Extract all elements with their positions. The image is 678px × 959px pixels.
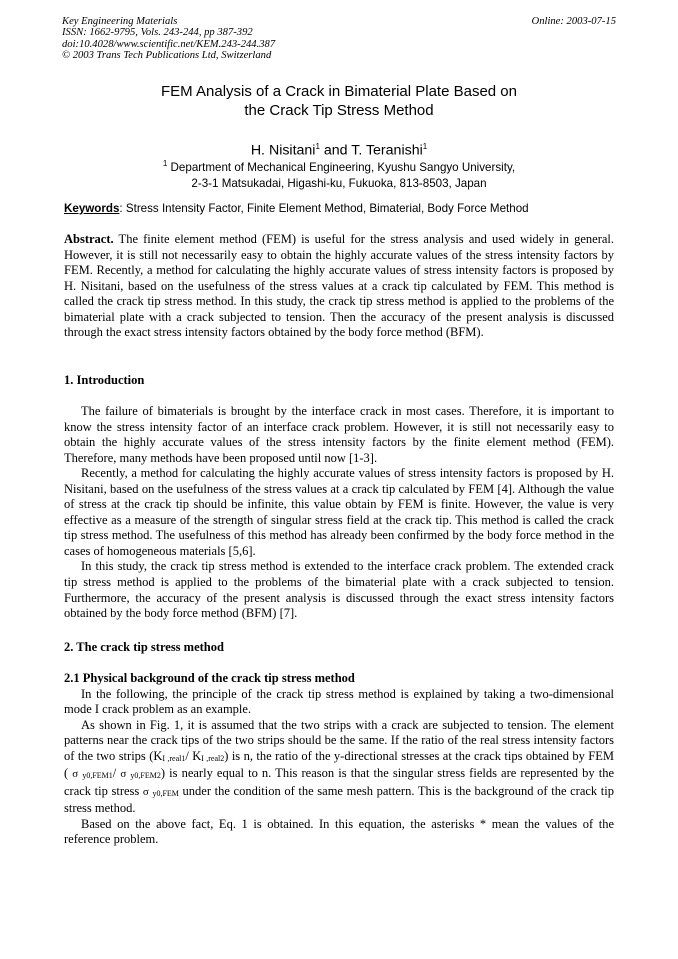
abstract-text: The finite element method (FEM) is useful for the stress analysis and used widely in general. However, it is still not necessarily easy to obtain the highly accurate values of the stress intensity factors by FEM. Recently, a method for calculating the highly accurate values of stress intensity factors is proposed by H. Nisitani, based on the usefulness of the stress values at a crack tip calculated by FEM. This method is called the crack tip stress method. In this study, the crack tip stress method is applied to the problems of the bimaterial plate with a crack subjected to tension. Then the accuracy of the present analysis is discussed through the exact stress intensity factors obtained by the body force method (BFM). bbox=[64, 232, 614, 340]
section-introduction bbox=[64, 373, 614, 389]
section-2-paragraph-3: Based on the above fact, Eq. 1 is obtained. In this equation, the asterisks * mean the values of the reference problem. bbox=[64, 816, 614, 847]
author-2-affiliation-mark: 1 bbox=[422, 142, 428, 151]
intro-paragraph-1: The failure of bimaterials is brought by the interface crack in most cases. Therefore, it is important to know the stress intensity factor of an interface crack problem. However, it is still not necessarily easy to obtain the highly accurate values of the stress intensity factors by the finite element method (FEM). Therefore, many methods have been proposed until now [1-3]. bbox=[64, 404, 614, 465]
section-2-paragraph-1: In the following, the principle of the crack tip stress method is explained by taking a two-dimensional mode I crack problem as an example. bbox=[64, 686, 614, 717]
journal-header bbox=[62, 16, 616, 62]
text-run: / bbox=[112, 766, 117, 781]
subscript: y0,FEM2 bbox=[130, 771, 161, 781]
keywords-label: Keywords bbox=[64, 202, 120, 215]
issn-line: ISSN: 1662-9795, Vols. 243-244, pp 387-392 bbox=[62, 27, 253, 39]
abstract-paragraph bbox=[64, 232, 614, 341]
text-run: under the condition of the same mesh pattern. This is the background of the crack tip stress method. bbox=[64, 783, 614, 816]
copyright-line: © 2003 Trans Tech Publications Ltd, Switzerland bbox=[62, 50, 272, 62]
affiliation-line-2: 2-3-1 Matsukadai, Higashi-ku, Fukuoka, 813-8503, Japan bbox=[191, 176, 487, 190]
affiliation-mark: 1 bbox=[162, 159, 168, 168]
section-1-heading: 1. Introduction bbox=[64, 373, 145, 387]
paper-title bbox=[62, 82, 616, 120]
affiliation bbox=[62, 156, 616, 192]
intro-paragraph-2: Recently, a method for calculating the highly accurate values of stress intensity factors is proposed by H. Nisitani, based on the usefulness of the stress values at a crack tip calculated by FEM [4]. Although the value of stress at the crack tip should be infinite, this value obtain by FEM is finite. However, the value is very effective as a measure of the strength of singular stress field at the crack tip. This method is called the crack tip stress method. The usefulness of this method has already been confirmed by the body force method in the cases of homogeneous materials [5,6]. bbox=[64, 466, 614, 558]
text-run: / K bbox=[185, 748, 202, 763]
affiliation-line-1: Department of Mechanical Engineering, Kyushu Sangyo University, bbox=[167, 160, 516, 174]
introduction-body bbox=[64, 404, 614, 622]
section-2-1-heading: 2.1 Physical background of the crack tip stress method bbox=[64, 671, 355, 685]
sigma-symbol: σ bbox=[142, 785, 149, 798]
author-1-affiliation-mark: 1 bbox=[315, 142, 320, 151]
intro-paragraph-3: In this study, the crack tip stress method is extended to the interface crack problem. The extended crack tip stress method is applied to the problems of the bimaterial plate with a crack subjected to tension. Furthermore, the accuracy of the present analysis is discussed through the exact stress intensity factors obtained by the body force method (BFM) [7]. bbox=[64, 559, 614, 621]
text-run: ) is n, the ratio of the y-directional stresses at the crack tips obtained by FEM ( bbox=[64, 748, 614, 781]
title-line-2: the Crack Tip Stress Method bbox=[244, 102, 434, 119]
author-conjunction: and bbox=[319, 142, 352, 159]
author-1: H. Nisitani bbox=[250, 142, 316, 159]
author-2: T. Teranishi bbox=[351, 142, 423, 159]
journal-name: Key Engineering Materials bbox=[62, 16, 178, 27]
subscript: y0,FEM bbox=[152, 788, 179, 798]
doi-line: doi:10.4028/www.scientific.net/KEM.243-244.387 bbox=[62, 38, 276, 50]
keywords bbox=[64, 201, 618, 217]
keywords-text: : Stress Intensity Factor, Finite Element Method, Bimaterial, Body Force Method bbox=[119, 202, 529, 215]
text-run: As shown in Fig. 1, it is assumed that the two strips with a crack are subjected to tension. The element patterns near the crack tips of the two strips should be the same. If the ratio of the real stress intensity factors of the two strips (K bbox=[64, 717, 614, 763]
sigma-symbol: σ bbox=[72, 768, 79, 781]
text-run: ) is nearly equal to n. This reason is that the singular stress fields are represented by the crack tip stress bbox=[64, 766, 615, 798]
abstract-label: Abstract. bbox=[64, 232, 114, 246]
abstract bbox=[64, 232, 614, 341]
subscript: y0,FEM1 bbox=[82, 771, 113, 781]
section-2-paragraph-2 bbox=[64, 718, 614, 817]
subscript: I ,real2 bbox=[201, 753, 225, 763]
title-line-1: FEM Analysis of a Crack in Bimaterial Plate Based on bbox=[161, 83, 517, 100]
section-crack-tip-stress bbox=[64, 640, 614, 656]
online-date: Online: 2003-07-15 bbox=[531, 16, 616, 27]
section-2-heading: 2. The crack tip stress method bbox=[64, 640, 224, 654]
sigma-symbol: σ bbox=[120, 768, 127, 781]
subscript: I ,real1 bbox=[162, 753, 186, 763]
subsection-physical-background bbox=[64, 671, 614, 848]
